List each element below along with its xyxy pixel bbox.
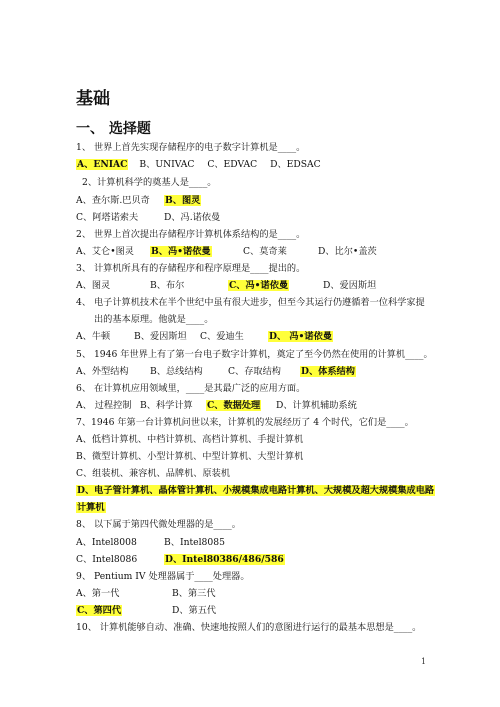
option: A、图灵 (76, 280, 111, 291)
option: D、第五代 (172, 605, 217, 616)
answer-option: A、ENIAC (77, 159, 128, 170)
option: A、牛顿 (76, 331, 111, 342)
option: C、莫奇莱 (243, 246, 287, 257)
question-stem: 2、计算机科学的奠基人是____。 (82, 177, 217, 188)
option: B、布尔 (150, 280, 185, 291)
question-stem: 3、 计算机所具有的存储程序和程序原理是____提出的。 (76, 263, 306, 274)
option: A、低档计算机、中档计算机、高档计算机、手提计算机 (76, 434, 304, 445)
answer-option: C、冯•诺依曼 (229, 280, 289, 291)
question-stem: 10、 计算机能够自动、准确、快速地按照人们的意图进行运行的最基本思想是____。 (76, 622, 422, 633)
answer-option: D、 冯•诺依曼 (269, 331, 332, 342)
option: B、科学计算 (140, 400, 193, 411)
question-stem: 2、 世界上首次提出存储程序计算机体系结构的是____。 (76, 229, 306, 240)
option: D、爱因斯坦 (323, 280, 377, 291)
answer-option: D、电子管计算机、晶体管计算机、小规模集成电路计算机、大规模及超大规模集成电路 (77, 485, 435, 496)
question-stem: 6、 在计算机应用领域里，____是其最广泛的应用方面。 (76, 383, 306, 394)
option: D、计算机辅助系统 (276, 400, 357, 411)
option: A、查尔斯.巴贝奇 (76, 195, 150, 206)
option: C、爱迪生 (200, 331, 244, 342)
question-stem: 1、 世界上首先实现存储程序的电子数字计算机是____。 (76, 142, 306, 153)
option: A、外型结构 (76, 366, 129, 377)
option: C、阿塔诺索夫 (76, 212, 139, 223)
answer-option: D、体系结构 (301, 366, 355, 377)
option: B、第三代 (172, 588, 216, 599)
answer-option-continued: 计算机 (77, 502, 105, 513)
option: B、Intel8085 (164, 537, 225, 548)
option-row (76, 158, 321, 171)
option: C、组装机、兼容机、品牌机、原装机 (76, 468, 231, 479)
option: C、存取结构 (228, 366, 281, 377)
answer-option: D、Intel80386/486/586 (165, 554, 284, 565)
option: C、EDVAC (207, 159, 258, 170)
question-stem: 4、 电子计算机技术在半个世纪中虽有很大进步，但至今其运行仍遵循着一位科学家提 (76, 297, 425, 308)
question-stem: 9、 Pentium IV 处理器属于____处理器。 (76, 571, 250, 582)
option: D、EDSAC (270, 159, 321, 170)
answer-option: B、图灵 (165, 195, 201, 206)
question-stem-continued: 出的基本原理。他就是____。 (94, 314, 214, 325)
answer-option: C、数据处理 (207, 400, 261, 411)
question-stem: 8、 以下属于第四代微处理器的是____。 (76, 519, 241, 530)
option: B、UNIVAC (139, 159, 195, 170)
option: A、Intel8008 (76, 537, 137, 548)
option: C、Intel8086 (76, 554, 138, 565)
question-stem: 7、1946 年第一台计算机问世以来，计算机的发展经历了 4 个时代，它们是____。 (76, 417, 414, 428)
option: B、爱因斯坦 (134, 331, 187, 342)
page-number: 1 (421, 657, 427, 666)
page-title: 基础 (76, 89, 110, 109)
option: B、微型计算机、小型计算机、中型计算机、大型计算机 (76, 451, 304, 462)
answer-option: C、第四代 (77, 605, 122, 616)
option: A、 过程控制 (76, 400, 132, 411)
option: D、冯.诺依曼 (164, 212, 221, 223)
question-stem: 5、 1946 年世界上有了第一台电子数字计算机，奠定了至今仍然在使用的计算机____。 (76, 349, 433, 360)
option: A、艾仑•图灵 (76, 246, 134, 257)
option: A、第一代 (76, 588, 120, 599)
answer-option: B、冯•诺依曼 (151, 246, 211, 257)
section-heading: 一、 选择题 (76, 121, 151, 137)
option: B、总线结构 (150, 366, 203, 377)
option: D、比尔•盖茨 (318, 246, 377, 257)
